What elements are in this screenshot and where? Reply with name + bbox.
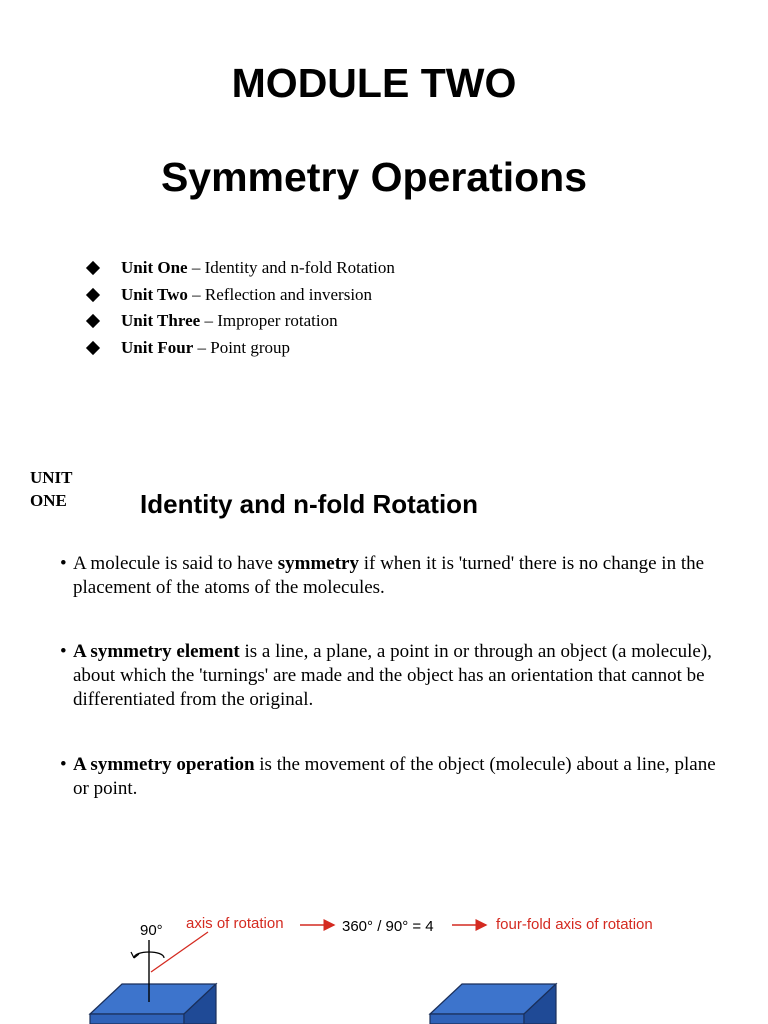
- rotation-figure: [0, 900, 768, 1024]
- unit-topic: Improper rotation: [217, 311, 338, 330]
- unit-list-item: [84, 256, 395, 283]
- equation-label: 360° / 90° = 4: [342, 918, 434, 935]
- unit-separator: –: [187, 284, 205, 304]
- diamond-bullet-icon: [86, 261, 100, 275]
- diamond-bullet-icon: [86, 340, 100, 354]
- angle-label: 90°: [140, 922, 163, 939]
- result-label: four-fold axis of rotation: [496, 916, 653, 933]
- section-heading: Identity and n-fold Rotation: [140, 489, 478, 519]
- bullet-paragraph: [60, 552, 720, 600]
- unit-separator: –: [193, 337, 211, 357]
- bullet-text: [60, 753, 720, 801]
- unit-topic: Identity and n-fold Rotation: [204, 258, 395, 277]
- bullet-dot-icon: •: [60, 553, 67, 574]
- module-subtitle: Symmetry Operations: [160, 154, 588, 200]
- unit-tag: [30, 466, 73, 512]
- unit-name: Unit Four: [121, 337, 194, 357]
- diamond-bullet-icon: [86, 287, 100, 301]
- unit-separator: –: [200, 311, 218, 330]
- axis-label: axis of rotation: [186, 915, 284, 932]
- module-title: MODULE TWO: [231, 60, 517, 106]
- unit-tag-line1: UNIT: [30, 468, 73, 487]
- bullet-text: [60, 552, 720, 600]
- unit-topic: Point group: [210, 337, 291, 357]
- unit-list: [84, 256, 395, 362]
- bullet-dot-icon: •: [60, 641, 67, 662]
- unit-separator: –: [187, 258, 205, 277]
- bullet-bold-term: A symmetry element: [73, 641, 240, 662]
- axis-pointer-line: [151, 932, 208, 972]
- bullet-text-rest: is the movement of the object (molecule) about a line, plane or point.: [73, 754, 716, 799]
- bullet-bold-term: symmetry: [277, 553, 359, 574]
- unit-topic: Reflection and inversion: [204, 284, 373, 304]
- bullet-text-rest: if when it is 'turned' there is no change in the placement of the atoms of the molecules.: [73, 553, 705, 598]
- unit-tag-line2: ONE: [30, 491, 67, 510]
- unit-name: Unit One: [121, 258, 188, 277]
- diamond-bullet-icon: [86, 314, 100, 328]
- unit-name: Unit Two: [121, 284, 188, 304]
- bullet-dot-icon: •: [60, 754, 67, 775]
- bullet-paragraph: [60, 753, 720, 801]
- unit-name: Unit Three: [121, 311, 201, 330]
- unit-list-item: [84, 283, 395, 310]
- bullet-paragraph: [60, 640, 720, 712]
- bullet-text-rest: is a line, a plane, a point in or through an object (a molecule), about which the 'turnings' are made and the object has an orientation that cannot be differentiated from the original.: [73, 641, 712, 710]
- cube-original: [90, 984, 216, 1024]
- bullet-text-pre: A molecule is said to have: [73, 553, 278, 574]
- unit-list-item: [84, 309, 395, 336]
- bullet-bold-term: A symmetry operation: [73, 754, 255, 775]
- bullet-text: [60, 640, 720, 712]
- unit-list-item: [84, 336, 395, 363]
- cube-rotated: [430, 984, 556, 1024]
